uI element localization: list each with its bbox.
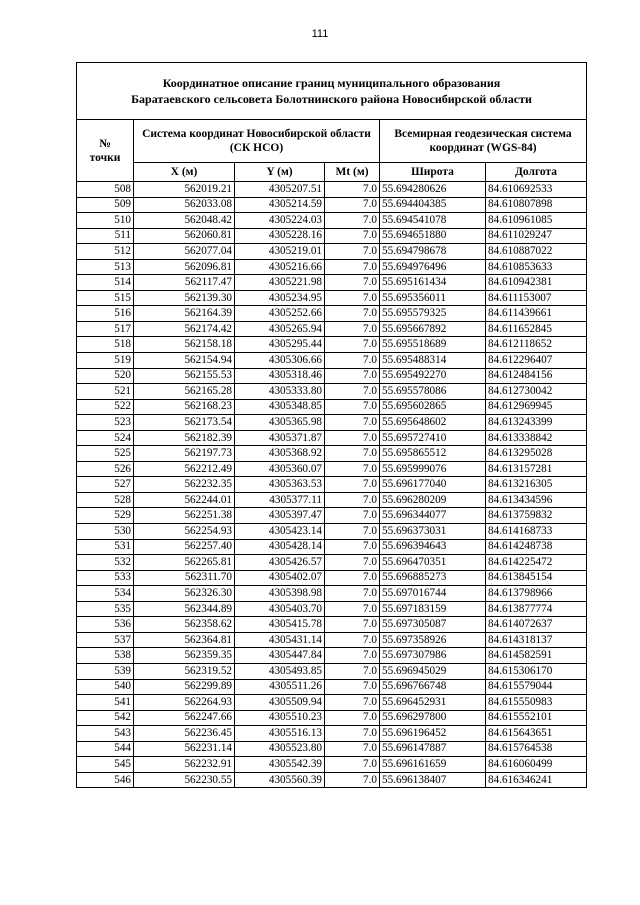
x-coordinate-cell: 562060.81 <box>134 228 235 244</box>
mt-value-cell: 7.0 <box>325 384 380 400</box>
longitude-cell: 84.611029247 <box>486 228 587 244</box>
mt-value-cell: 7.0 <box>325 259 380 275</box>
mt-value-cell: 7.0 <box>325 508 380 524</box>
longitude-cell: 84.614318137 <box>486 632 587 648</box>
latitude-cell: 55.696147887 <box>380 741 486 757</box>
table-row <box>77 663 587 679</box>
mt-value-cell: 7.0 <box>325 539 380 555</box>
point-number-cell: 544 <box>77 741 134 757</box>
y-coordinate-cell: 4305428.14 <box>235 539 325 555</box>
x-coordinate-cell: 562265.81 <box>134 555 235 571</box>
latitude-cell: 55.696452931 <box>380 695 486 711</box>
page-number: 111 <box>311 28 329 40</box>
mt-value-cell: 7.0 <box>325 197 380 213</box>
point-number-cell: 521 <box>77 384 134 400</box>
coordinates-table-body <box>77 182 587 788</box>
y-coordinate-cell: 4305363.53 <box>235 477 325 493</box>
latitude-cell: 55.697358926 <box>380 632 486 648</box>
table-row <box>77 586 587 602</box>
longitude-cell: 84.615579044 <box>486 679 587 695</box>
mt-value-cell: 7.0 <box>325 757 380 773</box>
mt-value-cell: 7.0 <box>325 695 380 711</box>
y-coordinate-cell: 4305252.66 <box>235 306 325 322</box>
point-number-cell: 535 <box>77 601 134 617</box>
latitude-cell: 55.695492270 <box>380 368 486 384</box>
latitude-cell: 55.697307986 <box>380 648 486 664</box>
header-point-number-line-1: № <box>99 137 111 150</box>
y-coordinate-cell: 4305397.47 <box>235 508 325 524</box>
table-row <box>77 524 587 540</box>
y-coordinate-cell: 4305318.46 <box>235 368 325 384</box>
latitude-cell: 55.696297800 <box>380 710 486 726</box>
mt-value-cell: 7.0 <box>325 710 380 726</box>
x-coordinate-cell: 562251.38 <box>134 508 235 524</box>
mt-value-cell: 7.0 <box>325 601 380 617</box>
longitude-cell: 84.612118652 <box>486 337 587 353</box>
table-row <box>77 477 587 493</box>
table-row <box>77 446 587 462</box>
y-coordinate-cell: 4305493.85 <box>235 663 325 679</box>
table-row <box>77 555 587 571</box>
x-coordinate-cell: 562117.47 <box>134 275 235 291</box>
y-coordinate-cell: 4305368.92 <box>235 446 325 462</box>
longitude-cell: 84.612969945 <box>486 399 587 415</box>
table-row <box>77 244 587 260</box>
longitude-cell: 84.612484156 <box>486 368 587 384</box>
longitude-cell: 84.610853633 <box>486 259 587 275</box>
point-number-cell: 511 <box>77 228 134 244</box>
longitude-cell: 84.614168733 <box>486 524 587 540</box>
latitude-cell: 55.695602865 <box>380 399 486 415</box>
header-point-number-line-2: точки <box>89 151 121 164</box>
x-coordinate-cell: 562326.30 <box>134 586 235 602</box>
mt-value-cell: 7.0 <box>325 555 380 571</box>
mt-value-cell: 7.0 <box>325 430 380 446</box>
table-row <box>77 648 587 664</box>
mt-value-cell: 7.0 <box>325 524 380 540</box>
mt-value-cell: 7.0 <box>325 663 380 679</box>
header-system-wgs84: Всемирная геодезическая система координат (WGS-84) <box>380 120 587 163</box>
y-coordinate-cell: 4305403.70 <box>235 601 325 617</box>
mt-value-cell: 7.0 <box>325 290 380 306</box>
y-coordinate-cell: 4305306.66 <box>235 353 325 369</box>
longitude-cell: 84.613434596 <box>486 492 587 508</box>
point-number-cell: 524 <box>77 430 134 446</box>
latitude-cell: 55.695579325 <box>380 306 486 322</box>
point-number-cell: 510 <box>77 213 134 229</box>
latitude-cell: 55.695356011 <box>380 290 486 306</box>
header-longitude: Долгота <box>486 163 587 182</box>
x-coordinate-cell: 562247.66 <box>134 710 235 726</box>
longitude-cell: 84.613877774 <box>486 601 587 617</box>
x-coordinate-cell: 562299.89 <box>134 679 235 695</box>
x-coordinate-cell: 562236.45 <box>134 726 235 742</box>
longitude-cell: 84.615643651 <box>486 726 587 742</box>
point-number-cell: 533 <box>77 570 134 586</box>
table-row <box>77 290 587 306</box>
table-row <box>77 695 587 711</box>
mt-value-cell: 7.0 <box>325 182 380 198</box>
mt-value-cell: 7.0 <box>325 275 380 291</box>
header-mt: Mt (м) <box>325 163 380 182</box>
latitude-cell: 55.695518689 <box>380 337 486 353</box>
x-coordinate-cell: 562311.70 <box>134 570 235 586</box>
longitude-cell: 84.610942381 <box>486 275 587 291</box>
y-coordinate-cell: 4305398.98 <box>235 586 325 602</box>
latitude-cell: 55.695667892 <box>380 321 486 337</box>
point-number-cell: 517 <box>77 321 134 337</box>
x-coordinate-cell: 562155.53 <box>134 368 235 384</box>
longitude-cell: 84.611439661 <box>486 306 587 322</box>
x-coordinate-cell: 562173.54 <box>134 415 235 431</box>
x-coordinate-cell: 562197.73 <box>134 446 235 462</box>
x-coordinate-cell: 562230.55 <box>134 772 235 788</box>
mt-value-cell: 7.0 <box>325 415 380 431</box>
latitude-cell: 55.695648602 <box>380 415 486 431</box>
latitude-cell: 55.696885273 <box>380 570 486 586</box>
point-number-cell: 512 <box>77 244 134 260</box>
point-number-cell: 539 <box>77 663 134 679</box>
point-number-cell: 542 <box>77 710 134 726</box>
header-point-number <box>77 120 134 182</box>
longitude-cell: 84.613157281 <box>486 461 587 477</box>
mt-value-cell: 7.0 <box>325 244 380 260</box>
point-number-cell: 534 <box>77 586 134 602</box>
longitude-cell: 84.615552101 <box>486 710 587 726</box>
point-number-cell: 526 <box>77 461 134 477</box>
point-number-cell: 513 <box>77 259 134 275</box>
latitude-cell: 55.697183159 <box>380 601 486 617</box>
latitude-cell: 55.694280626 <box>380 182 486 198</box>
longitude-cell: 84.613798966 <box>486 586 587 602</box>
point-number-cell: 525 <box>77 446 134 462</box>
point-number-cell: 514 <box>77 275 134 291</box>
latitude-cell: 55.696394643 <box>380 539 486 555</box>
table-row <box>77 710 587 726</box>
longitude-cell: 84.613759832 <box>486 508 587 524</box>
mt-value-cell: 7.0 <box>325 228 380 244</box>
point-number-cell: 536 <box>77 617 134 633</box>
x-coordinate-cell: 562182.39 <box>134 430 235 446</box>
table-row <box>77 461 587 477</box>
x-coordinate-cell: 562212.49 <box>134 461 235 477</box>
latitude-cell: 55.696766748 <box>380 679 486 695</box>
x-coordinate-cell: 562257.40 <box>134 539 235 555</box>
latitude-cell: 55.697016744 <box>380 586 486 602</box>
latitude-cell: 55.697305087 <box>380 617 486 633</box>
x-coordinate-cell: 562139.30 <box>134 290 235 306</box>
mt-value-cell: 7.0 <box>325 586 380 602</box>
y-coordinate-cell: 4305360.07 <box>235 461 325 477</box>
coordinates-table-frame <box>76 62 586 788</box>
table-row <box>77 384 587 400</box>
latitude-cell: 55.695488314 <box>380 353 486 369</box>
longitude-cell: 84.613243399 <box>486 415 587 431</box>
latitude-cell: 55.696280209 <box>380 492 486 508</box>
longitude-cell: 84.613295028 <box>486 446 587 462</box>
y-coordinate-cell: 4305265.94 <box>235 321 325 337</box>
point-number-cell: 543 <box>77 726 134 742</box>
latitude-cell: 55.696344077 <box>380 508 486 524</box>
document-title <box>77 63 587 120</box>
latitude-cell: 55.694404385 <box>380 197 486 213</box>
point-number-cell: 545 <box>77 757 134 773</box>
table-row <box>77 306 587 322</box>
y-coordinate-cell: 4305371.87 <box>235 430 325 446</box>
point-number-cell: 541 <box>77 695 134 711</box>
longitude-cell: 84.614248738 <box>486 539 587 555</box>
latitude-cell: 55.696196452 <box>380 726 486 742</box>
y-coordinate-cell: 4305431.14 <box>235 632 325 648</box>
table-row <box>77 182 587 198</box>
mt-value-cell: 7.0 <box>325 306 380 322</box>
x-coordinate-cell: 562244.01 <box>134 492 235 508</box>
longitude-cell: 84.613845154 <box>486 570 587 586</box>
x-coordinate-cell: 562158.18 <box>134 337 235 353</box>
x-coordinate-cell: 562165.28 <box>134 384 235 400</box>
header-system-nso: Система координат Новосибирской области (СК НСО) <box>134 120 380 163</box>
mt-value-cell: 7.0 <box>325 321 380 337</box>
mt-value-cell: 7.0 <box>325 446 380 462</box>
table-row <box>77 757 587 773</box>
mt-value-cell: 7.0 <box>325 726 380 742</box>
x-coordinate-cell: 562232.91 <box>134 757 235 773</box>
table-row <box>77 321 587 337</box>
point-number-cell: 522 <box>77 399 134 415</box>
table-row <box>77 337 587 353</box>
y-coordinate-cell: 4305333.80 <box>235 384 325 400</box>
table-row <box>77 275 587 291</box>
table-row <box>77 399 587 415</box>
x-coordinate-cell: 562254.93 <box>134 524 235 540</box>
point-number-cell: 528 <box>77 492 134 508</box>
table-row <box>77 368 587 384</box>
y-coordinate-cell: 4305207.51 <box>235 182 325 198</box>
y-coordinate-cell: 4305365.98 <box>235 415 325 431</box>
latitude-cell: 55.696373031 <box>380 524 486 540</box>
y-coordinate-cell: 4305510.23 <box>235 710 325 726</box>
table-row <box>77 539 587 555</box>
longitude-cell: 84.610887022 <box>486 244 587 260</box>
mt-value-cell: 7.0 <box>325 492 380 508</box>
y-coordinate-cell: 4305516.13 <box>235 726 325 742</box>
mt-value-cell: 7.0 <box>325 213 380 229</box>
latitude-cell: 55.696177040 <box>380 477 486 493</box>
mt-value-cell: 7.0 <box>325 337 380 353</box>
point-number-cell: 538 <box>77 648 134 664</box>
x-coordinate-cell: 562344.89 <box>134 601 235 617</box>
latitude-cell: 55.694541078 <box>380 213 486 229</box>
point-number-cell: 546 <box>77 772 134 788</box>
point-number-cell: 531 <box>77 539 134 555</box>
x-coordinate-cell: 562048.42 <box>134 213 235 229</box>
longitude-cell: 84.613338842 <box>486 430 587 446</box>
y-coordinate-cell: 4305560.39 <box>235 772 325 788</box>
y-coordinate-cell: 4305224.03 <box>235 213 325 229</box>
x-coordinate-cell: 562319.52 <box>134 663 235 679</box>
mt-value-cell: 7.0 <box>325 399 380 415</box>
longitude-cell: 84.610807898 <box>486 197 587 213</box>
y-coordinate-cell: 4305216.66 <box>235 259 325 275</box>
table-row <box>77 353 587 369</box>
y-coordinate-cell: 4305295.44 <box>235 337 325 353</box>
longitude-cell: 84.610692533 <box>486 182 587 198</box>
x-coordinate-cell: 562364.81 <box>134 632 235 648</box>
longitude-cell: 84.614072637 <box>486 617 587 633</box>
point-number-cell: 515 <box>77 290 134 306</box>
x-coordinate-cell: 562154.94 <box>134 353 235 369</box>
y-coordinate-cell: 4305447.84 <box>235 648 325 664</box>
table-row <box>77 726 587 742</box>
longitude-cell: 84.616346241 <box>486 772 587 788</box>
longitude-cell: 84.610961085 <box>486 213 587 229</box>
latitude-cell: 55.695578086 <box>380 384 486 400</box>
x-coordinate-cell: 562264.93 <box>134 695 235 711</box>
latitude-cell: 55.696161659 <box>380 757 486 773</box>
longitude-cell: 84.613216305 <box>486 477 587 493</box>
longitude-cell: 84.615306170 <box>486 663 587 679</box>
point-number-cell: 529 <box>77 508 134 524</box>
latitude-cell: 55.694976496 <box>380 259 486 275</box>
y-coordinate-cell: 4305221.98 <box>235 275 325 291</box>
point-number-cell: 540 <box>77 679 134 695</box>
table-row <box>77 617 587 633</box>
table-row <box>77 213 587 229</box>
latitude-cell: 55.696138407 <box>380 772 486 788</box>
y-coordinate-cell: 4305415.78 <box>235 617 325 633</box>
longitude-cell: 84.614582591 <box>486 648 587 664</box>
point-number-cell: 516 <box>77 306 134 322</box>
title-line-2: Баратаевского сельсовета Болотнинского района Новосибирской области <box>131 92 532 106</box>
mt-value-cell: 7.0 <box>325 648 380 664</box>
x-coordinate-cell: 562359.35 <box>134 648 235 664</box>
y-coordinate-cell: 4305377.11 <box>235 492 325 508</box>
y-coordinate-cell: 4305228.16 <box>235 228 325 244</box>
y-coordinate-cell: 4305214.59 <box>235 197 325 213</box>
mt-value-cell: 7.0 <box>325 477 380 493</box>
x-coordinate-cell: 562019.21 <box>134 182 235 198</box>
y-coordinate-cell: 4305423.14 <box>235 524 325 540</box>
x-coordinate-cell: 562168.23 <box>134 399 235 415</box>
y-coordinate-cell: 4305348.85 <box>235 399 325 415</box>
longitude-cell: 84.612296407 <box>486 353 587 369</box>
point-number-cell: 530 <box>77 524 134 540</box>
table-row <box>77 632 587 648</box>
x-coordinate-cell: 562096.81 <box>134 259 235 275</box>
table-row <box>77 492 587 508</box>
table-row <box>77 508 587 524</box>
table-row <box>77 570 587 586</box>
latitude-cell: 55.695161434 <box>380 275 486 291</box>
table-row <box>77 772 587 788</box>
longitude-cell: 84.611153007 <box>486 290 587 306</box>
latitude-cell: 55.696470351 <box>380 555 486 571</box>
mt-value-cell: 7.0 <box>325 741 380 757</box>
y-coordinate-cell: 4305511.26 <box>235 679 325 695</box>
latitude-cell: 55.694651880 <box>380 228 486 244</box>
longitude-cell: 84.616060499 <box>486 757 587 773</box>
table-row <box>77 741 587 757</box>
point-number-cell: 527 <box>77 477 134 493</box>
longitude-cell: 84.615550983 <box>486 695 587 711</box>
point-number-cell: 537 <box>77 632 134 648</box>
x-coordinate-cell: 562232.35 <box>134 477 235 493</box>
x-coordinate-cell: 562174.42 <box>134 321 235 337</box>
y-coordinate-cell: 4305542.39 <box>235 757 325 773</box>
table-row <box>77 430 587 446</box>
x-coordinate-cell: 562077.04 <box>134 244 235 260</box>
point-number-cell: 508 <box>77 182 134 198</box>
table-row <box>77 415 587 431</box>
mt-value-cell: 7.0 <box>325 570 380 586</box>
table-row <box>77 197 587 213</box>
y-coordinate-cell: 4305219.01 <box>235 244 325 260</box>
y-coordinate-cell: 4305402.07 <box>235 570 325 586</box>
mt-value-cell: 7.0 <box>325 353 380 369</box>
longitude-cell: 84.615764538 <box>486 741 587 757</box>
mt-value-cell: 7.0 <box>325 679 380 695</box>
x-coordinate-cell: 562231.14 <box>134 741 235 757</box>
coordinates-table <box>76 62 587 788</box>
point-number-cell: 519 <box>77 353 134 369</box>
table-row <box>77 259 587 275</box>
point-number-cell: 509 <box>77 197 134 213</box>
table-row <box>77 228 587 244</box>
header-latitude: Широта <box>380 163 486 182</box>
table-row <box>77 601 587 617</box>
y-coordinate-cell: 4305426.57 <box>235 555 325 571</box>
header-x: X (м) <box>134 163 235 182</box>
point-number-cell: 523 <box>77 415 134 431</box>
latitude-cell: 55.695865512 <box>380 446 486 462</box>
x-coordinate-cell: 562358.62 <box>134 617 235 633</box>
latitude-cell: 55.694798678 <box>380 244 486 260</box>
x-coordinate-cell: 562164.39 <box>134 306 235 322</box>
latitude-cell: 55.695727410 <box>380 430 486 446</box>
longitude-cell: 84.611652845 <box>486 321 587 337</box>
longitude-cell: 84.612730042 <box>486 384 587 400</box>
y-coordinate-cell: 4305509.94 <box>235 695 325 711</box>
point-number-cell: 520 <box>77 368 134 384</box>
title-line-1: Координатное описание границ муниципального образования <box>162 76 501 90</box>
x-coordinate-cell: 562033.08 <box>134 197 235 213</box>
point-number-cell: 518 <box>77 337 134 353</box>
y-coordinate-cell: 4305523.80 <box>235 741 325 757</box>
mt-value-cell: 7.0 <box>325 632 380 648</box>
mt-value-cell: 7.0 <box>325 461 380 477</box>
mt-value-cell: 7.0 <box>325 617 380 633</box>
y-coordinate-cell: 4305234.95 <box>235 290 325 306</box>
table-row <box>77 679 587 695</box>
mt-value-cell: 7.0 <box>325 772 380 788</box>
latitude-cell: 55.695999076 <box>380 461 486 477</box>
mt-value-cell: 7.0 <box>325 368 380 384</box>
point-number-cell: 532 <box>77 555 134 571</box>
longitude-cell: 84.614225472 <box>486 555 587 571</box>
header-y: Y (м) <box>235 163 325 182</box>
latitude-cell: 55.696945029 <box>380 663 486 679</box>
